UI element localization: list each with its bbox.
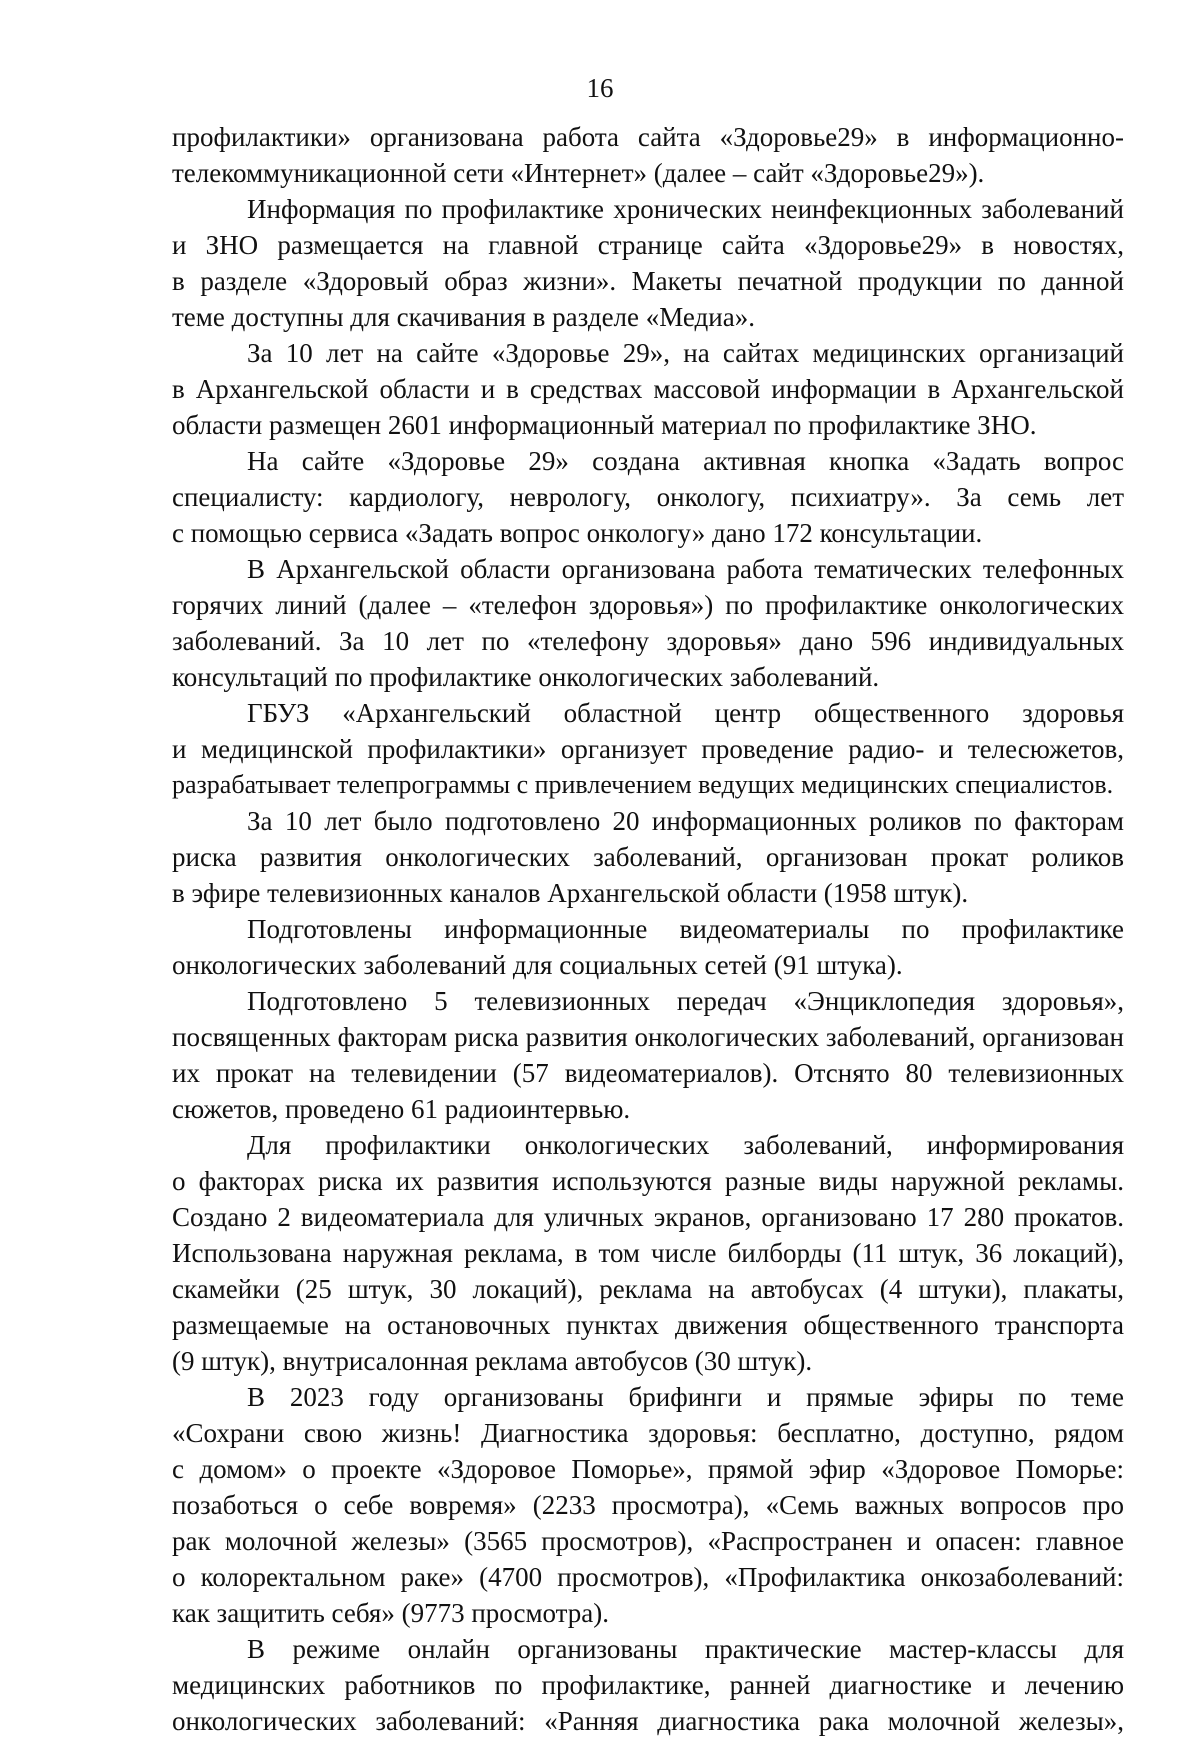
- text-line: и медицинской профилактики» организует проведение радио- и телесюжетов,: [172, 734, 1124, 764]
- text-line: В Архангельской области организована работа тематических телефонных: [247, 554, 1124, 584]
- text-line: консультаций по профилактике онкологических заболеваний.: [172, 662, 880, 692]
- text-line: телекоммуникационной сети «Интернет» (далее – сайт «Здоровье29»).: [172, 158, 985, 188]
- paragraph: [172, 119, 1124, 191]
- paragraph: [172, 911, 1124, 983]
- paragraph: [172, 551, 1124, 695]
- text-line: В режиме онлайн организованы практические мастер-классы для: [247, 1634, 1124, 1664]
- text-line: горячих линий (далее – «телефон здоровья») по профилактике онкологических: [172, 590, 1124, 620]
- text-line: специалисту: кардиологу, неврологу, онкологу, психиатру». За семь лет: [172, 482, 1124, 512]
- text-line: сюжетов, проведено 61 радиоинтервью.: [172, 1094, 631, 1124]
- text-line: размещаемые на остановочных пунктах движения общественного транспорта: [172, 1310, 1124, 1340]
- text-line: медицинских работников по профилактике, ранней диагностике и лечению: [172, 1670, 1124, 1700]
- text-line: Для профилактики онкологических заболеваний, информирования: [247, 1130, 1124, 1160]
- paragraph: [172, 335, 1124, 443]
- text-line: На сайте «Здоровье 29» создана активная кнопка «Задать вопрос: [247, 446, 1124, 476]
- paragraph: [172, 191, 1124, 335]
- text-line: о факторах риска их развития используются разные виды наружной рекламы.: [172, 1166, 1124, 1196]
- text-line: в разделе «Здоровый образ жизни». Макеты печатной продукции по данной: [172, 266, 1124, 296]
- text-line: разрабатывает телепрограммы с привлечением ведущих медицинских специалистов.: [172, 770, 1114, 799]
- paragraph: [172, 1631, 1124, 1739]
- text-line: скамейки (25 штук, 30 локаций), реклама на автобусах (4 штуки), плакаты,: [172, 1274, 1124, 1304]
- text-line: профилактики» организована работа сайта «Здоровье29» в информационно-: [172, 122, 1124, 152]
- text-line: В 2023 году организованы брифинги и прямые эфиры по теме: [247, 1382, 1124, 1412]
- text-line: как защитить себя» (9773 просмотра).: [172, 1598, 610, 1628]
- text-line: рак молочной железы» (3565 просмотров), «Распространен и опасен: главное: [172, 1526, 1124, 1556]
- paragraph: [172, 1127, 1124, 1379]
- text-line: их прокат на телевидении (57 видеоматериалов). Отснято 80 телевизионных: [172, 1058, 1124, 1088]
- text-line: с помощью сервиса «Задать вопрос онкологу» дано 172 консультации.: [172, 518, 983, 548]
- text-line: заболеваний. За 10 лет по «телефону здоровья» дано 596 индивидуальных: [172, 626, 1124, 656]
- text-line: Подготовлены информационные видеоматериалы по профилактике: [247, 914, 1124, 944]
- text-line: в Архангельской области и в средствах массовой информации в Архангельской: [172, 374, 1124, 404]
- text-line: позаботься о себе вовремя» (2233 просмотра), «Семь важных вопросов про: [172, 1490, 1124, 1520]
- paragraph: [172, 695, 1124, 803]
- text-line: онкологических заболеваний: «Ранняя диагностика рака молочной железы»,: [172, 1706, 1124, 1736]
- text-line: ГБУЗ «Архангельский областной центр общественного здоровья: [247, 698, 1124, 728]
- text-line: теме доступны для скачивания в разделе «Медиа».: [172, 302, 755, 332]
- text-line: риска развития онкологических заболеваний, организован прокат роликов: [172, 842, 1124, 872]
- paragraph: [172, 803, 1124, 911]
- text-line: За 10 лет на сайте «Здоровье 29», на сайтах медицинских организаций: [247, 338, 1124, 368]
- paragraph: [172, 443, 1124, 551]
- text-line: посвященных факторам риска развития онкологических заболеваний, организован: [172, 1022, 1124, 1052]
- text-line: области размещен 2601 информационный материал по профилактике ЗНО.: [172, 410, 1037, 440]
- text-line: «Сохрани свою жизнь! Диагностика здоровья: бесплатно, доступно, рядом: [172, 1418, 1124, 1448]
- text-line: Информация по профилактике хронических неинфекционных заболеваний: [247, 194, 1124, 224]
- page-number: 16: [586, 73, 614, 103]
- text-line: (9 штук), внутрисалонная реклама автобусов (30 штук).: [172, 1346, 813, 1376]
- text-line: Создано 2 видеоматериала для уличных экранов, организовано 17 280 прокатов.: [172, 1202, 1124, 1232]
- paragraph: [172, 983, 1124, 1127]
- text-line: о колоректальном раке» (4700 просмотров), «Профилактика онкозаболеваний:: [172, 1562, 1124, 1592]
- text-line: За 10 лет было подготовлено 20 информационных роликов по факторам: [247, 806, 1124, 836]
- text-line: в эфире телевизионных каналов Архангельской области (1958 штук).: [172, 878, 969, 908]
- text-line: и ЗНО размещается на главной странице сайта «Здоровье29» в новостях,: [172, 230, 1124, 260]
- paragraph: [172, 1379, 1124, 1631]
- text-line: Использована наружная реклама, в том числе билборды (11 штук, 36 локаций),: [172, 1238, 1124, 1268]
- body-text: [172, 119, 1124, 1739]
- text-line: Подготовлено 5 телевизионных передач «Энциклопедия здоровья»,: [247, 986, 1124, 1016]
- text-line: с домом» о проекте «Здоровое Поморье», прямой эфир «Здоровое Поморье:: [172, 1454, 1124, 1484]
- text-line: онкологических заболеваний для социальных сетей (91 штука).: [172, 950, 903, 980]
